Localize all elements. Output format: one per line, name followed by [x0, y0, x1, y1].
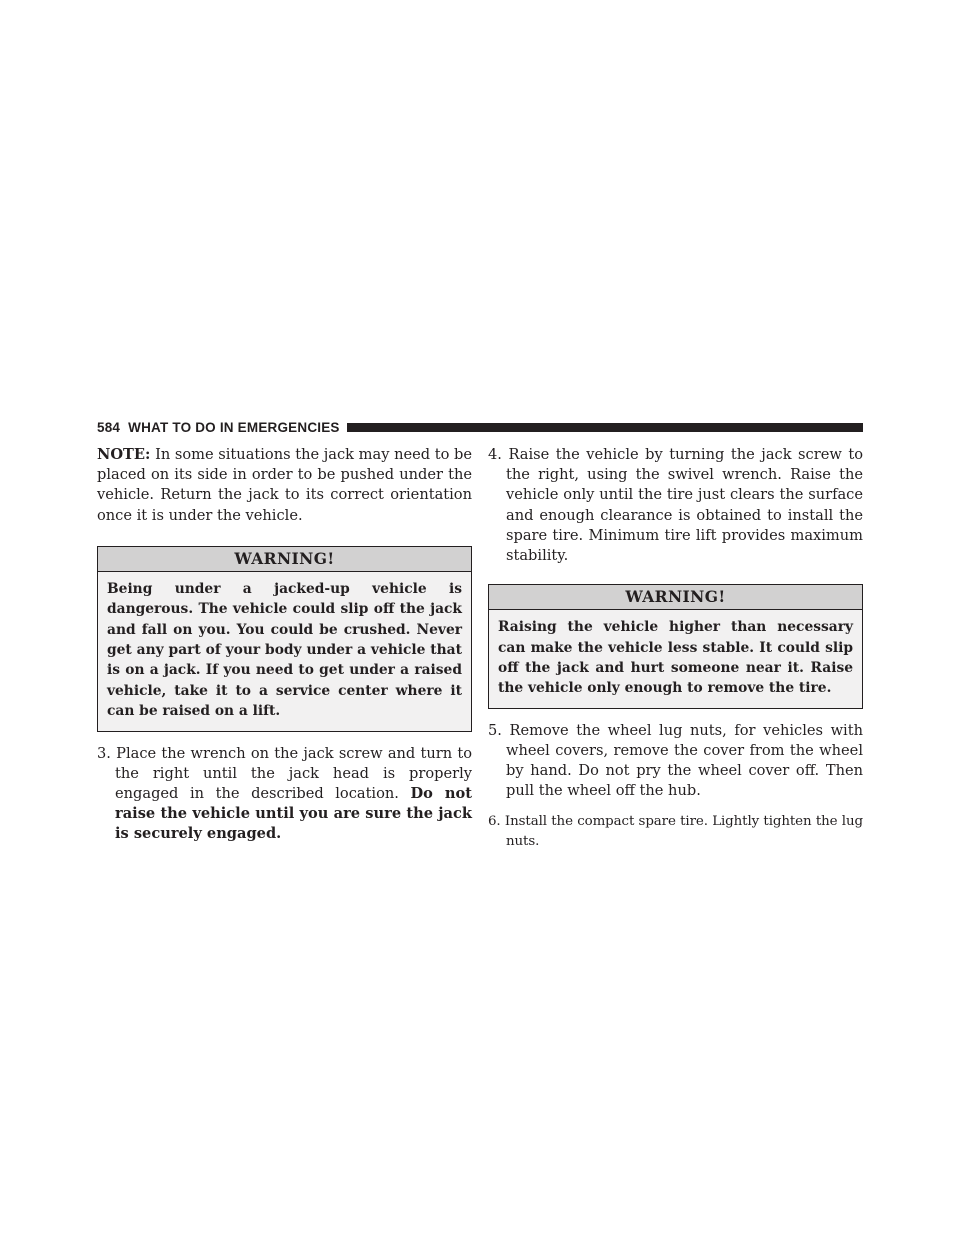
- step-4-text: Raise the vehicle by turning the jack screw to the right, using the swivel wrench. Raise the vehicle only until the tire just clears the surface and enough clearance is obtained to install the spare tire. Minimum tire lift provides maximum stability.: [506, 446, 863, 565]
- step-5: [488, 721, 863, 802]
- step-4: [488, 445, 863, 566]
- header-rule: [347, 423, 863, 432]
- warning-box-jacked-vehicle: [97, 546, 472, 732]
- section-title: WHAT TO DO IN EMERGENCIES: [128, 419, 340, 435]
- step-6: [488, 812, 863, 852]
- warning-text: Raising the vehicle higher than necessary can make the vehicle less stable. It could slip off the jack and hurt someone near it. Raise the vehicle only enough to remove the tire.: [498, 619, 853, 697]
- step-6-text: Install the compact spare tire. Lightly tighten the lug nuts.: [504, 813, 863, 849]
- step-3-bold-text: Do not raise the vehicle until you are sure the jack is securely engaged.: [115, 785, 472, 843]
- warning-text: Being under a jacked-up vehicle is dangerous. The vehicle could slip off the jack and fall on you. You could be crushed. Never get any part of your body under a vehicle that is on a jack. If you need to get under a raised vehicle, take it to a service center where it can be raised on a lift.: [107, 580, 462, 720]
- left-column: [97, 445, 472, 845]
- step-4-number: 4.: [488, 446, 502, 463]
- page-header: [97, 418, 863, 436]
- note-text: In some situations the jack may need to be placed on its side in order to be pushed under the vehicle. Return the jack to its correct orientation once it is under the vehicle.: [97, 446, 472, 524]
- warning-title: WARNING!: [98, 547, 471, 572]
- step-3-number: 3.: [97, 744, 111, 762]
- step-6-number: 6.: [488, 813, 501, 829]
- page-number: 584: [97, 419, 121, 435]
- warning-box-raising-vehicle: [488, 584, 863, 709]
- note-label: NOTE:: [97, 446, 151, 463]
- warning-title: WARNING!: [489, 585, 862, 610]
- note-paragraph: [97, 445, 472, 526]
- step-5-text: Remove the wheel lug nuts, for vehicles with wheel covers, remove the cover from the wheel by hand. Do not pry the wheel cover off. Then pull the wheel off the hub.: [506, 721, 863, 800]
- step-3-text: Place the wrench on the jack screw and turn to the right until the jack head is properly engaged in the described location.: [115, 744, 472, 803]
- step-5-number: 5.: [488, 721, 502, 739]
- step-3: [97, 744, 472, 845]
- right-column: [488, 445, 863, 852]
